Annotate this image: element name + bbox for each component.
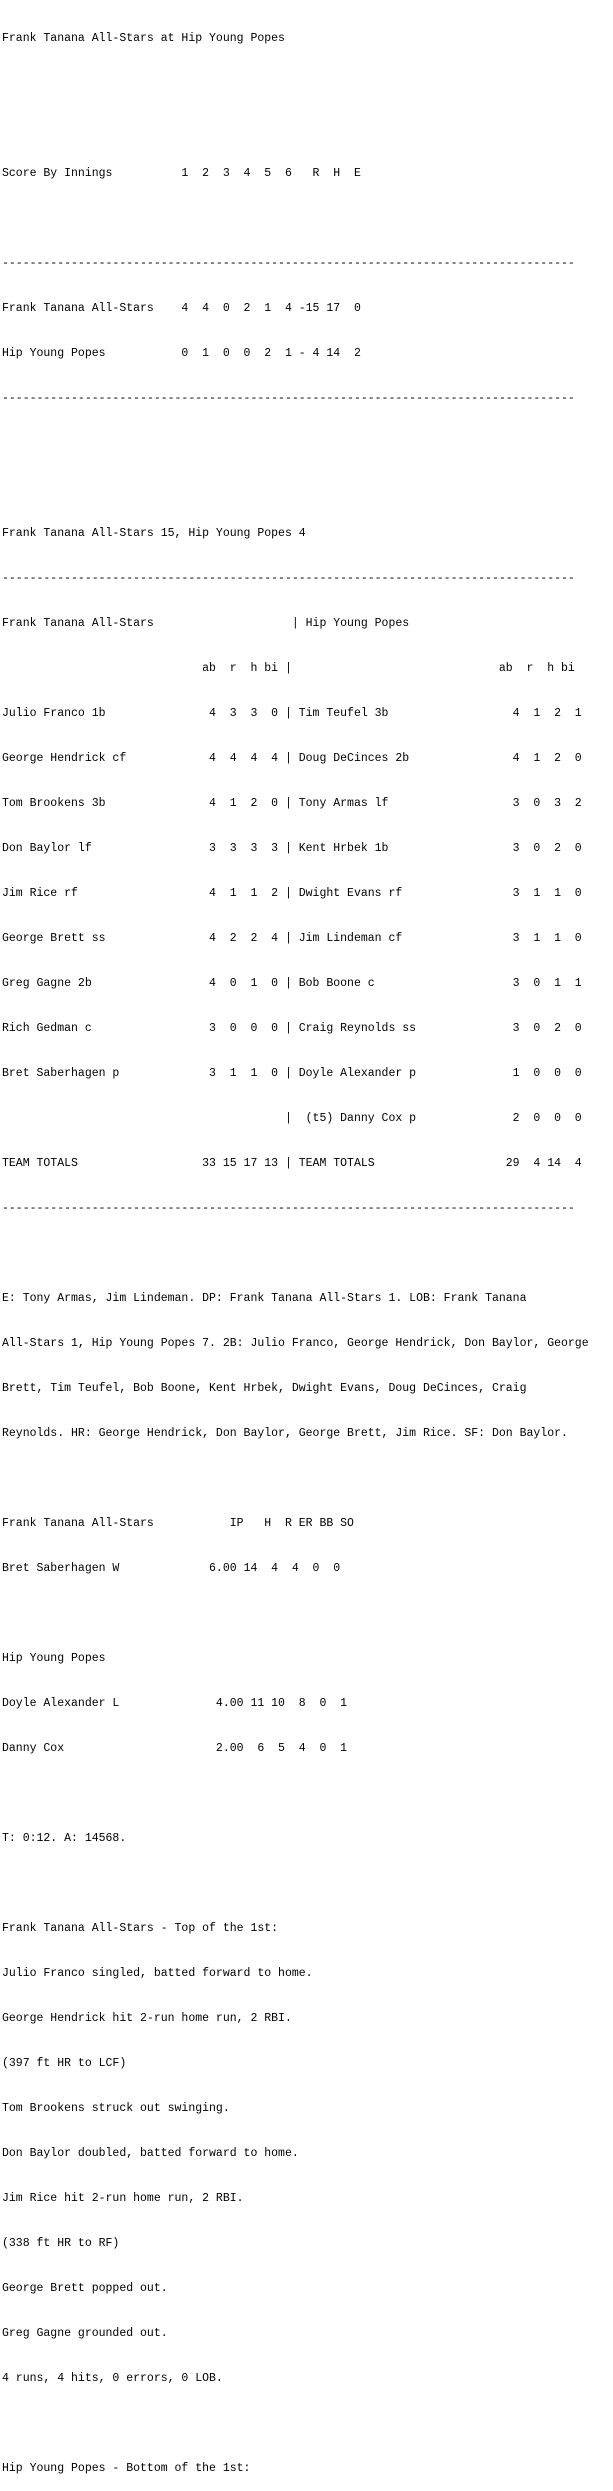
blank-line <box>2 436 589 451</box>
box-row: Rich Gedman c 3 0 0 0 | Craig Reynolds ss 3 0 2 0 <box>2 1022 582 1035</box>
game-title: Frank Tanana All-Stars at Hip Young Popes <box>2 32 285 45</box>
blank-line <box>2 121 589 136</box>
linescore-row-away: Frank Tanana All-Stars 4 4 0 2 1 4 -15 17 0 <box>2 302 361 315</box>
pitching-header-away: Frank Tanana All-Stars IP H R ER BB SO <box>2 1517 354 1530</box>
linescore-header: Score By Innings 1 2 3 4 5 6 R H E <box>2 167 361 180</box>
game-notes-line: All-Stars 1, Hip Young Popes 7. 2B: Julio Franco, George Hendrick, Don Baylor, George <box>2 1337 589 1350</box>
box-row: | (t5) Danny Cox p 2 0 0 0 <box>2 1112 582 1125</box>
divider: ----------------------------------------------------------------------------------- <box>2 392 575 405</box>
divider: ----------------------------------------------------------------------------------- <box>2 572 575 585</box>
pitching-row: Danny Cox 2.00 6 5 4 0 1 <box>2 1742 348 1755</box>
play-line: Don Baylor doubled, batted forward to home. <box>2 2147 299 2160</box>
divider: ----------------------------------------------------------------------------------- <box>2 257 575 270</box>
box-row: Julio Franco 1b 4 3 3 0 | Tim Teufel 3b 4 1 2 1 <box>2 707 582 720</box>
inning-summary: 4 runs, 4 hits, 0 errors, 0 LOB. <box>2 2372 223 2385</box>
blank-line <box>2 481 589 496</box>
box-row: George Brett ss 4 2 2 4 | Jim Lindeman cf 3 1 1 0 <box>2 932 582 945</box>
box-row: Bret Saberhagen p 3 1 1 0 | Doyle Alexander p 1 0 0 0 <box>2 1067 582 1080</box>
play-line: Jim Rice hit 2-run home run, 2 RBI. <box>2 2192 244 2205</box>
blank-line <box>2 76 589 91</box>
play-line: Tom Brookens struck out swinging. <box>2 2102 230 2115</box>
box-team-header: Frank Tanana All-Stars | Hip Young Popes <box>2 617 410 630</box>
box-row: Greg Gagne 2b 4 0 1 0 | Bob Boone c 3 0 1 1 <box>2 977 582 990</box>
game-notes-line: Brett, Tim Teufel, Bob Boone, Kent Hrbek, Dwight Evans, Doug DeCinces, Craig <box>2 1382 527 1395</box>
pitching-header-home: Hip Young Popes <box>2 1652 106 1665</box>
divider: ----------------------------------------------------------------------------------- <box>2 1202 575 1215</box>
game-info: T: 0:12. A: 14568. <box>2 1832 127 1845</box>
inning-header: Hip Young Popes - Bottom of the 1st: <box>2 2462 251 2475</box>
blank-line <box>2 1786 589 1801</box>
game-notes-line: E: Tony Armas, Jim Lindeman. DP: Frank Tanana All-Stars 1. LOB: Frank Tanana <box>2 1292 527 1305</box>
box-column-header: ab r h bi | ab r h bi <box>2 662 575 675</box>
linescore-row-home: Hip Young Popes 0 1 0 0 2 1 - 4 14 2 <box>2 347 361 360</box>
box-score-document <box>2 1 589 2491</box>
blank-line <box>2 1246 589 1261</box>
pitching-row: Doyle Alexander L 4.00 11 10 8 0 1 <box>2 1697 348 1710</box>
blank-line <box>2 211 589 226</box>
game-notes-line: Reynolds. HR: George Hendrick, Don Baylor, George Brett, Jim Rice. SF: Don Baylor. <box>2 1427 568 1440</box>
pitching-row: Bret Saberhagen W 6.00 14 4 4 0 0 <box>2 1562 341 1575</box>
play-line: Julio Franco singled, batted forward to home. <box>2 1967 313 1980</box>
box-row: Jim Rice rf 4 1 1 2 | Dwight Evans rf 3 1 1 0 <box>2 887 582 900</box>
play-line: George Hendrick hit 2-run home run, 2 RBI. <box>2 2012 292 2025</box>
box-row: George Hendrick cf 4 4 4 4 | Doug DeCinces 2b 4 1 2 0 <box>2 752 582 765</box>
blank-line <box>2 2416 589 2431</box>
blank-line <box>2 1876 589 1891</box>
final-score: Frank Tanana All-Stars 15, Hip Young Popes 4 <box>2 527 306 540</box>
box-totals-row: TEAM TOTALS 33 15 17 13 | TEAM TOTALS 29 4 14 4 <box>2 1157 582 1170</box>
blank-line <box>2 1606 589 1621</box>
box-row: Tom Brookens 3b 4 1 2 0 | Tony Armas lf 3 0 3 2 <box>2 797 582 810</box>
blank-line <box>2 1471 589 1486</box>
play-line: George Brett popped out. <box>2 2282 168 2295</box>
box-row: Don Baylor lf 3 3 3 3 | Kent Hrbek 1b 3 0 2 0 <box>2 842 582 855</box>
play-line: Greg Gagne grounded out. <box>2 2327 168 2340</box>
play-line: (338 ft HR to RF) <box>2 2237 120 2250</box>
play-line: (397 ft HR to LCF) <box>2 2057 127 2070</box>
inning-header: Frank Tanana All-Stars - Top of the 1st: <box>2 1922 279 1935</box>
